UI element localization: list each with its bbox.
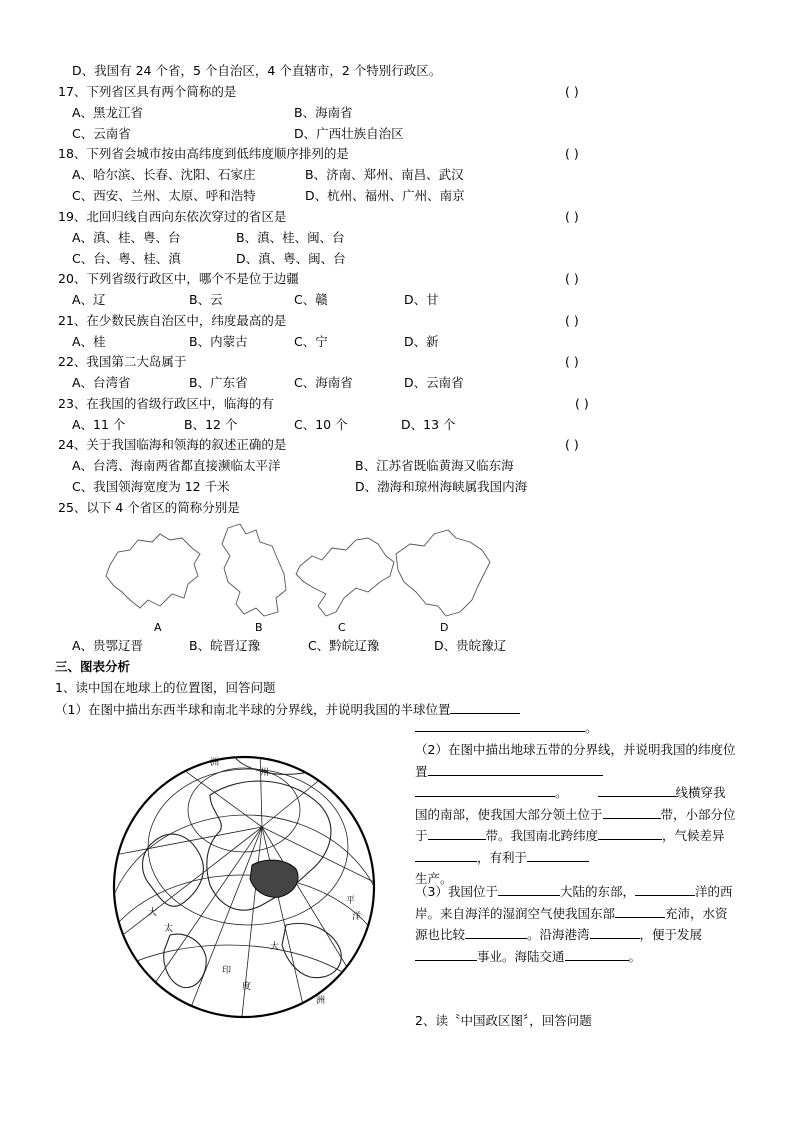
water-resource-blank[interactable] <box>465 926 527 939</box>
s3-q1-part3-a: （3）我国位于 <box>415 884 498 899</box>
s3-q2-stem: 2、读〝中国政区图〞，回答问题 <box>415 1013 592 1028</box>
production-blank[interactable] <box>527 849 589 862</box>
q25-option-a: A、贵鄂辽晋 <box>72 638 144 653</box>
development-blank[interactable] <box>415 948 477 961</box>
province-a-outline <box>106 534 200 608</box>
s3-q1-part3 <box>415 881 737 967</box>
q23-stem: 23、在我国的省级行政区中，临海的有 <box>58 396 274 411</box>
q18-answer-paren[interactable]: ( ) <box>565 146 579 161</box>
transport-blank[interactable] <box>565 948 629 961</box>
minor-zone-blank[interactable] <box>428 827 486 840</box>
q22-option-a: A、台湾省 <box>72 375 131 390</box>
q21-option-b: B、内蒙古 <box>189 334 248 349</box>
harbor-blank[interactable] <box>590 926 640 939</box>
q25-stem: 25、以下 4 个省区的简称分别是 <box>58 500 240 515</box>
q22-option-b: B、广东省 <box>189 375 248 390</box>
s3-q1-part3-d: 充沛，水资源也比较 <box>415 905 728 942</box>
s3-q1-part3-f: ，便于发展 <box>639 927 703 942</box>
globe-label-2: 州 <box>260 768 270 778</box>
province-label-c: C <box>338 621 346 634</box>
q24-option-c: C、我国领海宽度为 12 千米 <box>72 479 230 494</box>
q17-option-c: C、云南省 <box>72 126 131 141</box>
q21-option-c: C、宁 <box>294 334 328 349</box>
s3-q1-part3-c: 洋的西岸。来自海洋的湿润空气使我国东部 <box>415 884 733 921</box>
s3-q1-part2-e: ，气候差异 <box>662 828 725 843</box>
q20-answer-paren[interactable]: ( ) <box>565 271 579 286</box>
main-zone-blank[interactable] <box>603 806 661 819</box>
s3-q1-part2-g: 生产。 <box>415 871 453 886</box>
q20-option-b: B、云 <box>189 292 223 307</box>
climate-diff-blank[interactable] <box>415 849 477 862</box>
q25-option-c: C、黔皖辽豫 <box>308 638 380 653</box>
q18-option-b: B、济南、郑州、南昌、武汉 <box>305 167 464 182</box>
q18-option-a: A、哈尔滨、长春、沈阳、石家庄 <box>72 167 256 182</box>
province-b-outline <box>222 524 286 616</box>
s3-q1-part3-g: 事业。海陆交通 <box>477 948 565 964</box>
q21-option-d: D、新 <box>404 334 439 349</box>
q19-option-c: C、台、粤、桂、滇 <box>72 251 181 266</box>
q23-option-b: B、12 个 <box>184 417 238 432</box>
q20-option-c: C、赣 <box>294 292 328 307</box>
latitude-blank-2[interactable] <box>415 784 555 797</box>
globe-outline <box>114 757 374 1017</box>
q18-option-c: C、西安、兰州、太原、呼和浩特 <box>72 188 256 203</box>
province-label-b: B <box>255 621 263 634</box>
s3-q1-part1-cont: 。 <box>415 719 598 736</box>
ocean-blank[interactable] <box>635 883 695 896</box>
tropic-line-blank[interactable] <box>598 784 676 797</box>
q21-stem: 21、在少数民族自治区中，纬度最高的是 <box>58 313 287 328</box>
q20-option-d: D、甘 <box>404 292 439 307</box>
q24-answer-paren[interactable]: ( ) <box>565 437 579 452</box>
q25-option-d: D、贵皖豫辽 <box>434 638 507 653</box>
s3-q1-part3-b: 大陆的东部， <box>559 884 635 899</box>
province-label-d: D <box>440 621 449 634</box>
q24-option-d: D、渤海和琼州海峡属我国内海 <box>355 479 528 494</box>
province-c-outline <box>296 538 394 616</box>
globe-label-3: 大 <box>148 908 158 918</box>
s3-q1-part2-a: （2）在图中描出地球五带的分界线，并说明我国的纬度位置 <box>415 742 736 779</box>
s3-q1-part2-c: 带，小部分位于 <box>415 806 736 843</box>
q23-answer-paren[interactable]: ( ) <box>575 396 589 411</box>
q20-option-a: A、辽 <box>72 292 106 307</box>
q16-option-d: D、我国有 24 个省，5 个自治区，4 个直辖市，2 个特别行政区。 <box>72 63 442 78</box>
q25-option-b: B、皖晋辽豫 <box>189 638 261 653</box>
s3-q1-part2-d: 带。我国南北跨纬度 <box>485 828 599 843</box>
rainfall-blank[interactable] <box>615 905 665 918</box>
s3-q1-part1-text: （1）在图中描出东西半球和南北半球的分界线，并说明我国的半球位置 <box>55 702 451 717</box>
q17-option-d: D、广西壮族自治区 <box>294 126 404 141</box>
s3-q1-part3-e: 。沿海港湾 <box>527 927 590 942</box>
q17-answer-paren[interactable]: ( ) <box>565 84 579 99</box>
q18-stem: 18、下列省会城市按由高纬度到低纬度顺序排列的是 <box>58 146 349 161</box>
province-outline-figures <box>100 520 500 620</box>
hemisphere-blank-1[interactable] <box>450 701 520 714</box>
globe-label-4: 太 <box>164 924 174 934</box>
s3-q1-part1 <box>55 701 520 718</box>
s3-q1-part2: （2）在图中描出地球五带的分界线，并说明我国的纬度位置 。 线横穿我国的南部，使我国大部分领土位于 带，小部分位于 带。我国南北跨纬度 ，气候差异，有利于 生产。 <box>415 742 736 886</box>
q24-option-b: B、江苏省既临黄海又临东海 <box>355 458 514 473</box>
q19-option-a: A、滇、桂、粤、台 <box>72 230 181 245</box>
q19-stem: 19、北回归线自西向东依次穿过的省区是 <box>58 209 287 224</box>
q22-stem: 22、我国第二大岛属于 <box>58 354 187 369</box>
globe-label-8: 洲 <box>316 996 326 1006</box>
s3-q1-stem: 1、读中国在地球上的位置图，回答问题 <box>55 680 276 695</box>
latitude-blank-1[interactable] <box>428 763 603 776</box>
globe-label-1: 洲 <box>210 758 220 768</box>
globe-label-9: 大 <box>270 942 280 952</box>
section-3-title: 三、图表分析 <box>55 659 131 674</box>
q19-answer-paren[interactable]: ( ) <box>565 209 579 224</box>
q17-option-b: B、海南省 <box>294 105 353 120</box>
globe-label-6: 洋 <box>352 912 362 922</box>
globe-label-5: 平 <box>346 896 356 906</box>
q24-option-a: A、台湾、海南两省都直接濒临太平洋 <box>72 458 281 473</box>
q17-option-a: A、黑龙江省 <box>72 105 144 120</box>
hemisphere-blank-2[interactable] <box>415 719 585 732</box>
globe-label-7: 度 <box>242 982 252 992</box>
q23-option-d: D、13 个 <box>401 417 456 432</box>
continent-blank[interactable] <box>498 883 560 896</box>
province-d-outline <box>396 530 490 616</box>
q23-option-c: C、10 个 <box>294 417 348 432</box>
q24-stem: 24、关于我国临海和领海的叙述正确的是 <box>58 437 287 452</box>
q22-option-d: D、云南省 <box>404 375 464 390</box>
globe-label-10: 印 <box>222 966 232 976</box>
q22-answer-paren[interactable]: ( ) <box>565 354 579 369</box>
q21-answer-paren[interactable]: ( ) <box>565 313 579 328</box>
province-label-a: A <box>154 621 162 634</box>
q18-option-d: D、杭州、福州、广州、南京 <box>305 188 465 203</box>
q21-option-a: A、桂 <box>72 334 106 349</box>
q23-option-a: A、11 个 <box>72 417 126 432</box>
s3-q1-part2-b: 线横穿我国的南部，使我国大部分领土位于 <box>415 785 726 822</box>
q19-option-d: D、滇、粤、闽、台 <box>236 251 346 266</box>
q17-stem: 17、下列省区具有两个简称的是 <box>58 84 237 99</box>
s3-q1-part3-h: 。 <box>628 948 642 964</box>
s3-q1-part2-f: ，有利于 <box>477 849 528 865</box>
latitude-span-blank[interactable] <box>598 827 662 840</box>
q20-stem: 20、下列省级行政区中，哪个不是位于边疆 <box>58 271 299 286</box>
q19-option-b: B、滇、桂、闽、台 <box>236 230 345 245</box>
globe-figure <box>110 735 390 1035</box>
q22-option-c: C、海南省 <box>294 375 353 390</box>
